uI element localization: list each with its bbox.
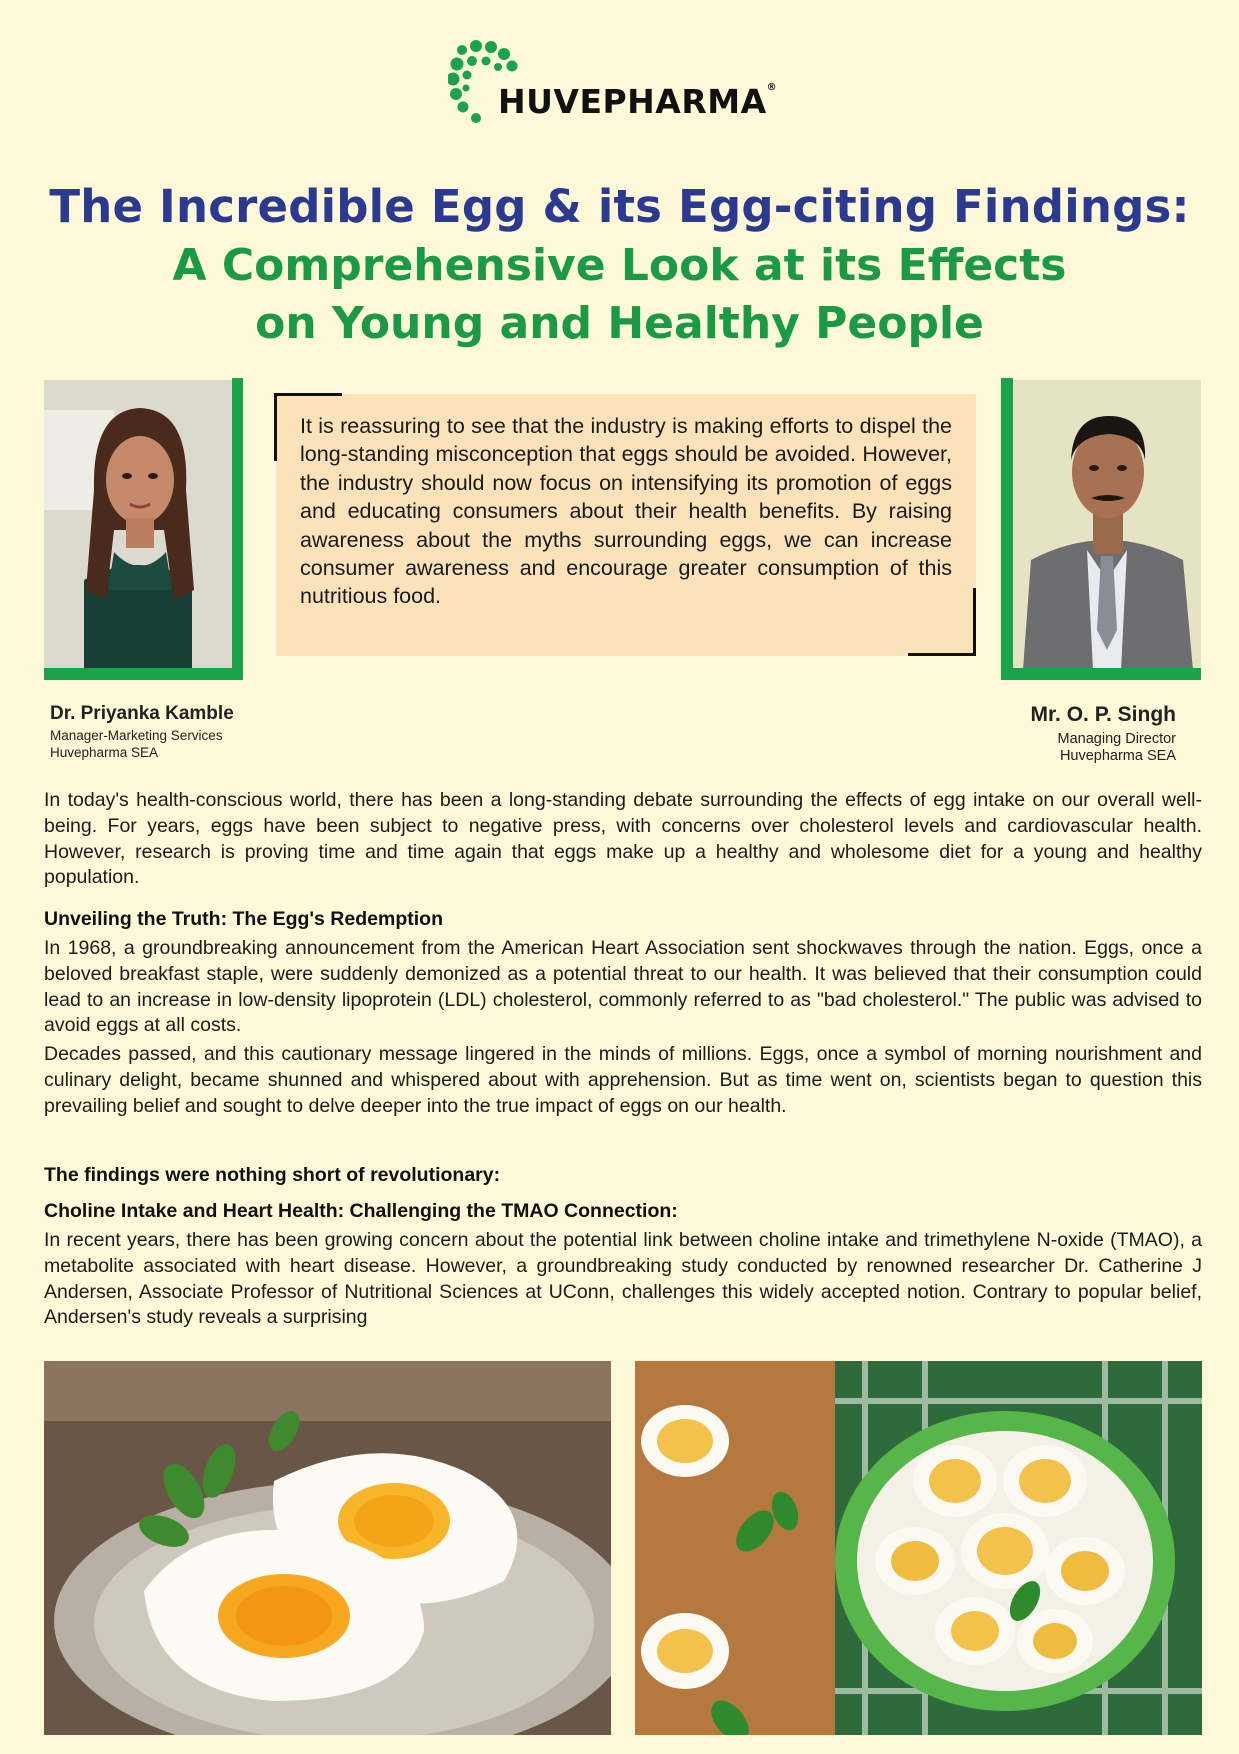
quote-bracket [908,653,976,656]
quote-bracket [973,588,976,656]
section-heading: The findings were nothing short of revolutionary: [44,1164,501,1186]
portrait-priyanka-kamble [44,380,232,668]
article-intro: In today's health-conscious world, there has been a long-standing debate surrounding the effects of egg intake on our overall well-being. For years, eggs have been subject to negative press, with concerns over cholesterol levels and cardiovascular health. However, research is proving time and time again that eggs make up a healthy and wholesome diet for a young and healthy population. [44,789,1202,889]
article-paragraph: In recent years, there has been growing concern about the potential link between choline intake and trimethylene N-oxide (TMAO), a metabolite associated with heart disease. However, a groundbreaking study conducted by renowned researcher Dr. Catherine J Andersen, Associate Professor of Nutritional Sciences at UConn, challenges this widely accepted notion. Contrary to popular belief, Andersen's study reveals a surprising [44,1229,1202,1329]
logo-wordmark: HUVEPHARMA® [498,82,778,121]
author-title-right: Managing Director Huvepharma SEA [1057,731,1176,764]
quote-bracket [274,393,342,396]
accent-bar [232,378,243,680]
article-paragraph: In 1968, a groundbreaking announcement from the American Heart Association sent shockwaves through the nation. Eggs, once a beloved breakfast staple, were suddenly demonized as a potential threat to our health. It was believed that their consumption could lead to an increase in low-density lipoprotein (LDL) cholesterol, commonly referred to as "bad cholesterol." The public was advised to avoid eggs at all costs. [44,937,1202,1037]
boiled-eggs-image [635,1361,1202,1735]
page-title: The Incredible Egg & its Egg-citing Findings: [49,180,1190,233]
huvepharma-logo [448,40,808,136]
accent-bar [1001,668,1201,680]
author-name-left: Dr. Priyanka Kamble [50,703,234,724]
author-name-right: Mr. O. P. Singh [1030,703,1176,726]
accent-bar [1001,378,1013,680]
article-paragraph: Decades passed, and this cautionary message lingered in the minds of millions. Eggs, once a symbol of morning nourishment and culinary delight, became shunned and whispered about with apprehension. But as time went on, scientists began to question this prevailing belief and sought to delve deeper into the true impact of eggs on our health. [44,1043,1202,1117]
portrait-op-singh [1013,380,1201,668]
section-heading: Choline Intake and Heart Health: Challenging the TMAO Connection: [44,1200,678,1222]
quote-bracket [274,393,277,461]
section-heading: Unveiling the Truth: The Egg's Redemption [44,908,443,930]
page-subtitle-line1: A Comprehensive Look at its Effects [172,240,1067,291]
quote-text: It is reassuring to see that the industry is making efforts to dispel the long-standing misconception that eggs should be avoided. However, the industry should now focus on intensifying its promotion of eggs and educating consumers about their health benefits. By raising awareness about the myths surrounding eggs, we can increase consumer awareness and encourage greater consumption of this nutritious food. [300,414,952,609]
author-title-left: Manager-Marketing Services Huvepharma SEA [50,728,223,760]
page-subtitle-line2: on Young and Healthy People [255,298,984,349]
fried-eggs-image [44,1361,611,1735]
accent-bar [44,668,243,680]
